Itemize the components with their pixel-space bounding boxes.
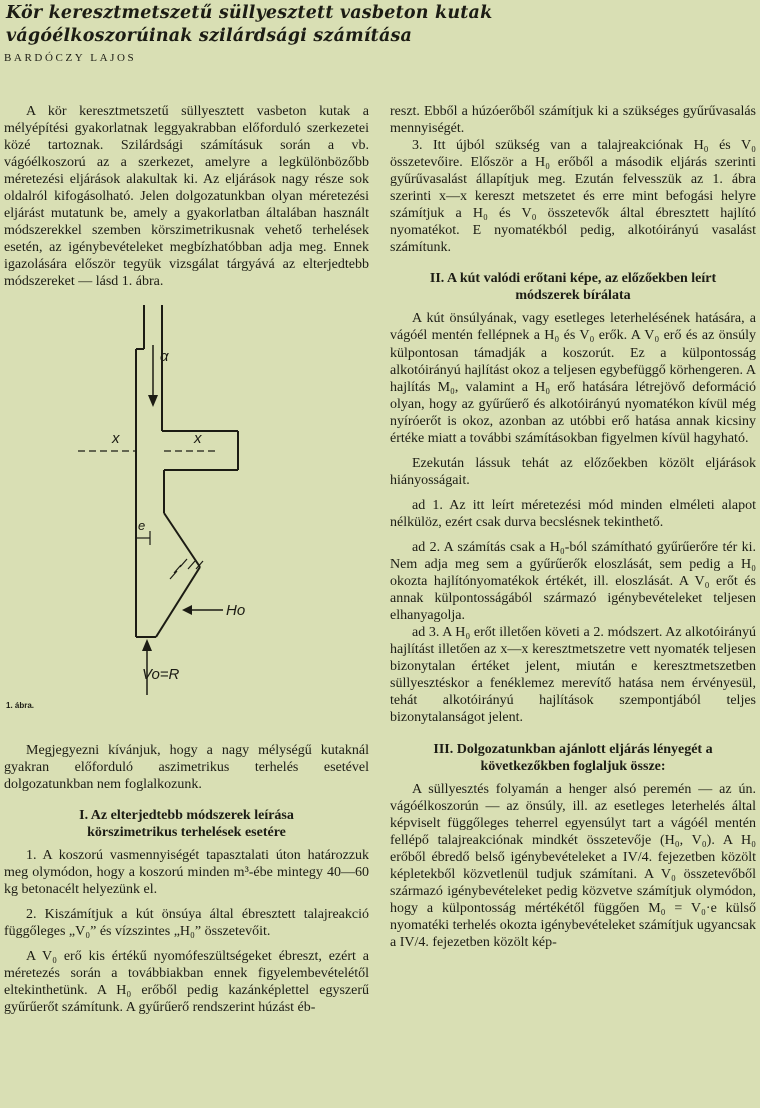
- figure-1: [4, 305, 264, 695]
- alpha-arrowhead: [148, 395, 158, 407]
- right-paragraph-3: A kút önsúlyának, vagy esetleges leterhelésének hatására, a vágóél mentén fellépnek a H₀ és V₀ erők. A V₀ erő és az önsúly külpontosan támadják a koszorút. Ez a külpontosság alkotóirányú hajlítást okoz a teljesen egybefüggő körhengeren. A hajlítás M₀, valamint a H₀ erő hatására létrejövő deformáció olyan, hogy az gyűrűerő és alkotóirányú nyomatékon kívül még nyíróerőt is okoz, azonban az utóbbi erő hatása annak kicsiny értéke miatt a további számításokban figyelmen kívül hagyható.: [390, 311, 756, 446]
- section-heading-1-line-1: I. Az elterjedtebb módszerek leírása: [79, 807, 294, 823]
- section-heading-3-line-1: III. Dolgozatunkban ajánlott eljárás lényegét a: [433, 741, 713, 757]
- fig-label-alpha: α: [160, 347, 169, 365]
- fig-label-x-right: x: [194, 429, 202, 447]
- article-title: [6, 2, 756, 48]
- left-paragraph-3: 1. A koszorú vasmennyiségét tapasztalati úton határozzuk meg olymódon, hogy a koszorú minden m³-ébe mintegy 40—60 kg betonacélt helyezünk el.: [4, 847, 369, 897]
- ho-arrowhead: [182, 605, 192, 615]
- right-column: [390, 103, 756, 951]
- title-line-2: vágóélkoszorúinak szilárdsági számítása: [6, 26, 413, 46]
- cutting-edge-slope: [164, 513, 200, 567]
- section-heading-2-line-1: II. A kút valódi erőtani képe, az előzőekben leírt: [429, 271, 717, 287]
- fig-label-ho: Ho: [226, 601, 246, 619]
- author: BARDÓCZY LAJOS: [4, 52, 137, 64]
- right-paragraph-8: A süllyesztés folyamán a henger alsó peremén — az ún. vágóélkoszorún — az önsúly, ill. az esetleges leterhelés által képviselt függőleges teherrel egyensúlyt tart a vágóél mentén fellépő talajreakciónak mindkét összetevője (H₀, V₀). A H₀ erőből ébredő belső igénybevételeket a IV/4. fejezetben közölt képletekből közvetlenül tudjuk számítani. A V₀ összetevőből származó igénybevételeket pedig közvetve számítjuk olymódon, hogy a külpontosság mértékétől függően M₀ = V₀·e külső nyomatéki terhelés okozta igénybevételeket számítjuk ugyancsak a IV/4. fejezetben közölt kép-: [390, 781, 756, 950]
- section-heading-2-line-2: módszerek bírálata: [515, 288, 631, 304]
- right-paragraph-4: Ezekután lássuk tehát az előzőekben közölt eljárások hiányosságait.: [390, 455, 756, 488]
- section-heading-3-line-2: következőkben foglaljuk össze:: [480, 758, 666, 774]
- right-paragraph-6: ad 2. A számítás csak a H₀-ból számítható gyűrűerőre tér ki. Nem adja meg sem a gyűrűerők eloszlását, sem pedig a H₀ okozta hajlítónyomatékok értékét, ill. eloszlását. A V₀ erőt és annak külpontosságából származó igénybevételeket teljesen elhanyagolja.: [390, 539, 756, 624]
- right-paragraph-1: reszt. Ebből a húzóerőből számítjuk ki a szükséges gyűrűvasalás mennyiségét.: [390, 104, 756, 137]
- fig-label-x-left: x: [112, 429, 120, 447]
- figure-caption: 1. ábra.: [6, 700, 35, 710]
- fig-label-vo: Vo=R: [142, 665, 180, 683]
- vo-arrowhead: [142, 639, 152, 651]
- right-paragraph-5: ad 1. Az itt leírt méretezési mód minden elméleti alapot nélkülöz, ezért csak durva becslésnek tekinthető.: [390, 497, 756, 530]
- section-heading-2: [390, 270, 756, 304]
- left-paragraph-2: Megjegyezni kívánjuk, hogy a nagy mélységű kutaknál gyakran előforduló aszimetrikus terhelés esetével dolgozatunkban nem foglalkozunk.: [4, 742, 369, 792]
- section-heading-1-line-2: körszimetrikus terhelések esetére: [87, 824, 286, 840]
- left-paragraph-5: A V₀ erő kis értékű nyomófeszültségeket ébreszt, ezért a méretezés során a továbbiakban ennek figyelembevételétől eltekinthetünk. A H₀ erőből pedig kazánképlettel egyszerű gyűrűerőt számítunk. A gyűrűerő rendszerint húzást éb-: [4, 948, 369, 1016]
- right-paragraph-2: 3. Itt újból szükség van a talajreakciónak H₀ és V₀ összetevőire. Először a H₀ erőből a második eljárás szerinti gyűrűvasalást állapítjuk meg. Ezután felvesszük az 1. ábra szerinti x—x kereszt metszetet és erre mint befogási helyre számítjuk a H₀ és V₀ összetevők által ébresztett hajlító nyomatékot. E nyomatékból pedig, alkotóirányú vasalást számítunk.: [390, 138, 756, 256]
- fig-label-e: e: [138, 517, 146, 533]
- title-line-1: Kör keresztmetszetű süllyesztett vasbeton kutak: [6, 3, 493, 23]
- left-column: [4, 103, 369, 1016]
- left-paragraph-4: 2. Kiszámítjuk a kút önsúya által ébresztett talajreakció függőleges „V₀” és vízszintes „H₀” összetevőit.: [4, 906, 369, 939]
- right-paragraph-7: ad 3. A H₀ erőt illetően követi a 2. módszert. Az alkotóirányú hajlítást illetően az x—x keresztmetszetre vett nyomaték teljesen bizonytalan értéket jelent, miután e keresztmetszetben süllyesztéskor a fenéklemez merevítő hatása nem érvényesül, tehát alkotóirányú hajlítások szempontjából teljes bizonytalanságot jelent.: [390, 625, 756, 726]
- cutting-edge-sole: [156, 567, 200, 637]
- section-heading-3: [390, 741, 756, 775]
- left-paragraph-1: A kör keresztmetszetű süllyesztett vasbeton kutak a mélyépítési gyakorlatnak leggyakrabban előforduló szerkezetei közé tartoznak. Szilárdsági számításuk során a vb. vágóélkoszorú az a szerkezet, amelyre a legkülönbözőbb méretezési eljárások alakultak ki. Az eljárások nagy része sok oldalról kifogásolható. Jelen dolgozatunkban olyan méretezési eljárást mutatunk be, amely a gyakorlatban általában használt módszerekkel szemben körszimetrikusnak vehető terhelések esetén, az igénybevételeket megbízhatóbban adja meg. Ennek igazolására először tegyük vizsgálat tárgyává az elterjedtebb módszereket — lásd 1. ábra.: [4, 104, 369, 290]
- section-heading-1: [4, 807, 369, 841]
